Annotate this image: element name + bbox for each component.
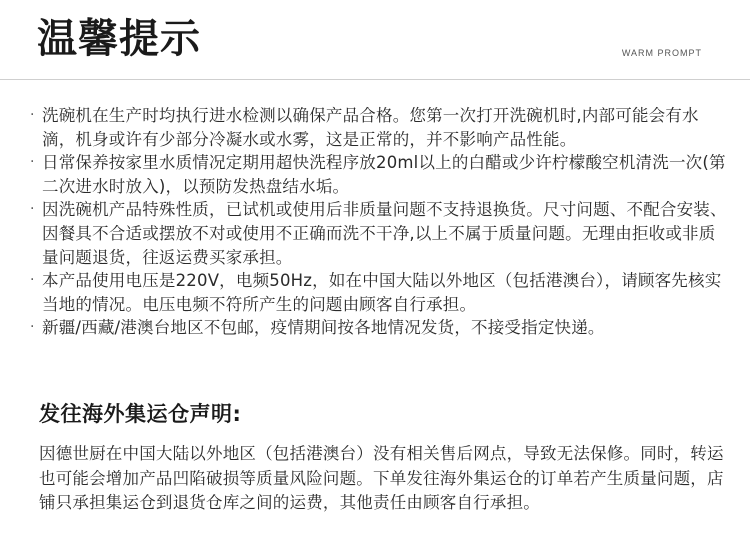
notice-text: 因洗碗机产品特殊性质，已试机或使用后非质量问题不支持退换货。尺寸问题、不配合安装、因餐具不合适或摆放不对或使用不正确而洗不干净,以上不属于质量问题。无理由拒收或非质量问题退货，往返运费买家承担。 — [42, 200, 727, 267]
bullet-icon: · — [30, 107, 35, 123]
header-divider — [0, 79, 750, 80]
bullet-icon: · — [30, 319, 35, 336]
notice-text: 日常保养按家里水质情况定期用超快洗程序放20ml以上的白醋或少许柠檬酸空机清洗一次(第二次进水时放入)，以预防发热盘结水垢。 — [42, 153, 726, 196]
page-subtitle: WARM PROMPT — [621, 48, 702, 58]
notice-text: 新疆/西藏/港澳台地区不包邮，疫情期间按各地情况发货，不接受指定快递。 — [42, 318, 605, 338]
notice-text: 洗碗机在生产时均执行进水检测以确保产品合格。您第一次打开洗碗机时,内部可能会有水滴，机身或许有少部分冷凝水或水雾，这是正常的，并不影响产品性能。 — [42, 106, 699, 149]
header — [0, 0, 750, 79]
bullet-icon: · — [30, 272, 35, 289]
overseas-section-body: 因德世厨在中国大陆以外地区（包括港澳台）没有相关售后网点，导致无法保修。同时，转运也可能会增加产品凹陷破损等质量风险问题。下单发往海外集运仓的订单若产生质量问题，店铺只承担集运仓到退货仓库之间的运费，其他责任由顾客自行承担。 — [39, 444, 724, 512]
page-title: 温馨提示 — [37, 16, 201, 62]
notice-item-shipping — [30, 316, 730, 340]
notice-item-water-test — [30, 104, 730, 151]
notice-item-maintenance — [30, 151, 730, 198]
notice-text: 本产品使用电压是220V，电频50Hz，如在中国大陆以外地区（包括港澳台），请顾客先核实当地的情况。电压电频不符所产生的问题由顾客自行承担。 — [42, 271, 722, 314]
bullet-icon: · — [30, 154, 35, 171]
bullet-icon: · — [30, 201, 35, 218]
overseas-section-title: 发往海外集运仓声明: — [39, 402, 242, 426]
notice-list — [30, 104, 730, 340]
notice-item-return-policy — [30, 198, 730, 269]
notice-item-voltage — [30, 269, 730, 316]
